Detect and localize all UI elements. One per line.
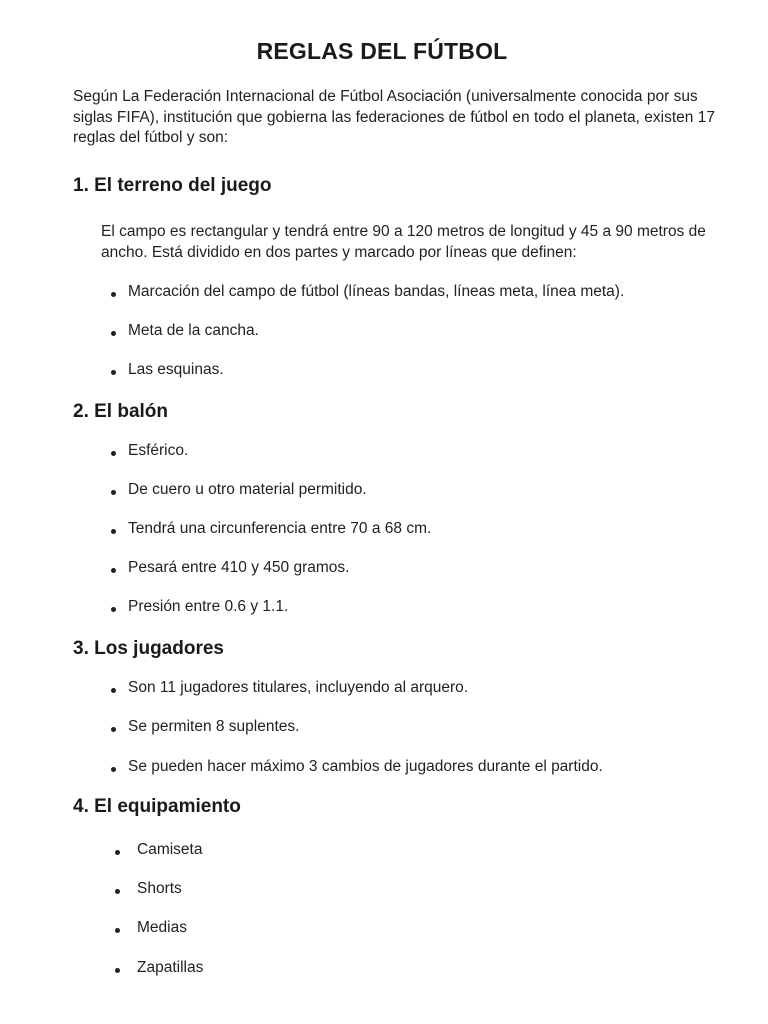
section-paragraph-terreno: El campo es rectangular y tendrá entre 90 a 120 metros de longitud y 45 a 90 metros de ancho. Está dividido en dos partes y marcado por líneas que definen: (101, 223, 706, 261)
bullet-icon (111, 370, 116, 375)
list-item-text: Se permiten 8 suplentes. (128, 718, 300, 735)
section-heading-balon: 2. El balón (73, 401, 169, 422)
section-heading-jugadores: 3. Los jugadores (73, 638, 224, 659)
list-item-text: Marcación del campo de fútbol (líneas bandas, líneas meta, línea meta). (128, 283, 625, 300)
section-heading-terreno: 1. El terreno del juego (73, 175, 272, 196)
section-heading-equipamiento: 4. El equipamiento (73, 796, 241, 817)
bullet-icon (111, 292, 116, 297)
list-item-text: Se pueden hacer máximo 3 cambios de jugadores durante el partido. (128, 758, 603, 775)
list-item-text: De cuero u otro material permitido. (128, 481, 367, 498)
list-item-text: Zapatillas (137, 959, 204, 976)
bullet-icon (115, 968, 120, 973)
bullet-icon (111, 451, 116, 456)
bullet-icon (115, 850, 120, 855)
bullet-icon (111, 331, 116, 336)
list-item-text: Las esquinas. (128, 361, 224, 378)
list-item-text: Tendrá una circunferencia entre 70 a 68 cm. (128, 520, 432, 537)
list-item-text: Medias (137, 919, 187, 936)
list-item-text: Shorts (137, 880, 182, 897)
bullet-icon (115, 889, 120, 894)
bullet-icon (111, 568, 116, 573)
list-item-text: Pesará entre 410 y 450 gramos. (128, 559, 350, 576)
list-item-text: Esférico. (128, 442, 189, 459)
bullet-icon (111, 767, 116, 772)
list-item-text: Presión entre 0.6 y 1.1. (128, 598, 289, 615)
bullet-icon (111, 529, 116, 534)
intro-paragraph: Según La Federación Internacional de Fútbol Asociación (universalmente conocida por sus siglas FIFA), institución que gobierna las federaciones de fútbol en todo el planeta, existen 17 reglas del fútbol y son: (73, 88, 715, 146)
bullet-icon (111, 490, 116, 495)
page-title: REGLAS DEL FÚTBOL (256, 38, 508, 64)
list-item-text: Camiseta (137, 841, 203, 858)
bullet-icon (111, 688, 116, 693)
bullet-icon (115, 928, 120, 933)
list-item-text: Son 11 jugadores titulares, incluyendo al arquero. (128, 679, 469, 696)
bullet-icon (111, 727, 116, 732)
bullet-icon (111, 607, 116, 612)
list-item-text: Meta de la cancha. (128, 322, 259, 339)
